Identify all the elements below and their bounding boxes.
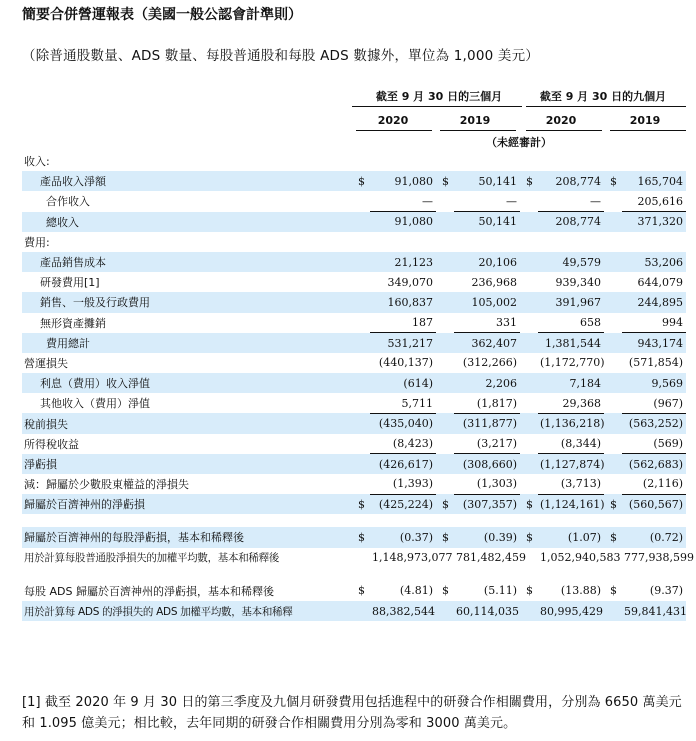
currency-symbol: $	[610, 584, 617, 598]
currency-symbol: $	[520, 171, 538, 191]
cell-value	[454, 151, 520, 171]
currency-symbol	[352, 601, 370, 621]
row-label: 營運損失	[24, 356, 68, 370]
table-row	[22, 252, 686, 272]
currency-symbol	[604, 514, 622, 527]
currency-symbol	[352, 474, 370, 494]
cell-value	[454, 232, 520, 252]
header-rule-three-months	[352, 106, 522, 107]
cell-value	[370, 514, 436, 527]
currency-symbol	[604, 272, 622, 292]
cell-value: 21,123	[370, 252, 436, 272]
table-row	[22, 548, 686, 568]
header-unaudited: （未經審計）	[486, 136, 552, 149]
currency-symbol: $	[352, 494, 370, 514]
currency-symbol	[436, 333, 454, 353]
cell-value	[370, 151, 436, 171]
row-label: 合作收入	[46, 195, 90, 209]
cell-value: 1,148,973,077	[372, 551, 453, 565]
cell-value: 391,967	[538, 292, 604, 312]
table-row	[22, 434, 686, 454]
currency-symbol: $	[436, 527, 454, 547]
currency-symbol	[436, 191, 454, 211]
statement-subtitle: （除普通股數量、ADS 數量、每股普通股和每股 ADS 數據外，單位為 1,000 美元）	[22, 48, 540, 64]
cell-value: 208,774	[538, 212, 604, 232]
header-year-1: 2020	[377, 114, 409, 127]
currency-symbol	[436, 413, 454, 433]
table-row	[22, 568, 686, 581]
cell-value: (5.11)	[483, 584, 517, 598]
cell-value: (13.88)	[560, 584, 601, 598]
cell-value: 60,114,035	[454, 601, 520, 621]
cell-value: 50,141	[454, 212, 520, 232]
cell-value	[622, 568, 686, 581]
currency-symbol	[352, 252, 370, 272]
currency-symbol	[436, 514, 454, 527]
cell-value: (571,854)	[628, 356, 683, 370]
year-rule-1	[356, 130, 432, 131]
currency-symbol	[520, 601, 538, 621]
currency-symbol	[352, 191, 370, 211]
currency-symbol	[436, 272, 454, 292]
row-label: 歸屬於百濟神州的每股淨虧損，基本和稀釋後	[22, 527, 352, 547]
currency-symbol	[604, 313, 622, 333]
currency-symbol	[520, 413, 538, 433]
table-row	[22, 272, 686, 292]
cell-value: 371,320	[622, 212, 686, 232]
row-label: 減：歸屬於少數股東權益的淨損失	[24, 478, 189, 492]
table-row	[22, 151, 686, 171]
currency-symbol	[604, 454, 622, 474]
cell-value: 7,184	[538, 373, 604, 393]
currency-symbol	[352, 232, 370, 252]
currency-symbol: $	[604, 494, 622, 514]
currency-symbol	[436, 252, 454, 272]
table-row	[22, 191, 686, 211]
cell-value: (3,713)	[538, 474, 604, 494]
cell-value: (4.81)	[399, 584, 433, 598]
year-rule-4	[610, 130, 686, 131]
row-label: 所得稅收益	[24, 437, 79, 451]
currency-symbol: $	[604, 171, 622, 191]
cell-value: 208,774	[538, 171, 604, 191]
currency-symbol	[436, 212, 454, 232]
cell-value: 88,382,544	[370, 601, 436, 621]
currency-symbol	[604, 353, 622, 373]
currency-symbol	[352, 292, 370, 312]
cell-value: (1.07)	[538, 527, 604, 547]
cell-value: 331	[454, 313, 520, 333]
currency-symbol	[604, 393, 622, 413]
cell-value: 105,002	[454, 292, 520, 312]
currency-symbol	[520, 151, 538, 171]
cell-value: (308,660)	[454, 454, 520, 474]
table-row	[22, 333, 686, 353]
currency-symbol: $	[352, 527, 370, 547]
year-rule-2	[440, 130, 516, 131]
cell-value: (435,040)	[370, 413, 436, 433]
cell-value: 781,482,459	[456, 551, 526, 565]
cell-value: 362,407	[454, 333, 520, 353]
row-label: 收入:	[24, 155, 50, 169]
cell-value	[370, 232, 436, 252]
row-label: 無形資產攤銷	[40, 316, 106, 330]
cell-value: (614)	[370, 373, 436, 393]
currency-symbol	[352, 514, 370, 527]
currency-symbol	[352, 434, 370, 454]
row-label: 每股 ADS 歸屬於百濟神州的淨虧損，基本和稀釋後	[24, 584, 274, 598]
cell-value: —	[370, 191, 436, 211]
row-label: 銷售、一般及行政費用	[22, 292, 352, 312]
header-nine-months: 截至 9 月 30 日的九個月	[539, 90, 667, 103]
cell-value	[538, 232, 604, 252]
table-row	[22, 292, 686, 312]
currency-symbol	[436, 474, 454, 494]
currency-symbol	[604, 232, 622, 252]
table-row	[22, 212, 686, 232]
currency-symbol: $	[436, 171, 454, 191]
currency-symbol	[436, 434, 454, 454]
table-row	[22, 494, 686, 514]
currency-symbol	[352, 353, 370, 373]
cell-value: (9.37)	[649, 584, 683, 598]
cell-value: (2,116)	[622, 474, 686, 494]
cell-value	[370, 568, 436, 581]
cell-value: 5,711	[370, 393, 436, 413]
currency-symbol	[520, 474, 538, 494]
cell-value: (8,423)	[370, 434, 436, 454]
table-row	[22, 393, 686, 413]
table-row	[22, 413, 686, 433]
cell-value	[454, 568, 520, 581]
cell-value: (426,617)	[370, 454, 436, 474]
cell-value: (311,877)	[454, 413, 520, 433]
cell-value: (1,124,161)	[538, 494, 604, 514]
currency-symbol	[352, 454, 370, 474]
table-row	[22, 232, 686, 252]
currency-symbol	[520, 434, 538, 454]
currency-symbol	[436, 313, 454, 333]
operations-table	[22, 151, 694, 621]
row-label	[22, 568, 352, 581]
currency-symbol	[604, 373, 622, 393]
currency-symbol	[604, 151, 622, 171]
row-label: 稅前損失	[22, 413, 352, 433]
row-label: 歸屬於百濟神州的淨虧損	[22, 494, 352, 514]
currency-symbol: $	[604, 527, 622, 547]
footnote: [1] 截至 2020 年 9 月 30 日的第三季度及九個月研發費用包括進程中的研發合作相關費用，分別為 6650 萬美元和 1.095 億美元；相比較，去年同期的研發合作相關費用分別為零和 3000 萬美元。	[22, 695, 682, 731]
cell-value: 91,080	[370, 171, 436, 191]
cell-value: 644,079	[637, 275, 683, 289]
currency-symbol	[352, 548, 370, 568]
currency-symbol	[352, 373, 370, 393]
currency-symbol	[520, 212, 538, 232]
cell-value: 29,368	[538, 393, 604, 413]
cell-value	[622, 151, 686, 171]
table-row	[22, 353, 686, 373]
cell-value: (312,266)	[462, 356, 517, 370]
header-rule-nine-months	[526, 106, 686, 107]
cell-value: 939,340	[555, 275, 601, 289]
table-row	[22, 373, 686, 393]
statement-title: 簡要合併營運報表（美國一般公認會計準則）	[22, 7, 302, 23]
cell-value: (569)	[622, 434, 686, 454]
cell-value: 777,938,599	[624, 551, 694, 565]
cell-value: 187	[370, 313, 436, 333]
table-row	[22, 601, 686, 621]
table-row	[22, 581, 686, 601]
cell-value: (560,567)	[622, 494, 686, 514]
cell-value: (562,683)	[622, 454, 686, 474]
cell-value	[622, 232, 686, 252]
cell-value: (1,817)	[454, 393, 520, 413]
row-label	[22, 514, 352, 527]
header-year-4: 2019	[629, 114, 661, 127]
currency-symbol	[436, 601, 454, 621]
cell-value: 59,841,431	[622, 601, 686, 621]
cell-value: —	[538, 191, 604, 211]
currency-symbol	[520, 454, 538, 474]
cell-value: 50,141	[454, 171, 520, 191]
currency-symbol	[520, 568, 538, 581]
currency-symbol	[520, 393, 538, 413]
currency-symbol	[436, 373, 454, 393]
currency-symbol	[520, 514, 538, 527]
currency-symbol	[604, 601, 622, 621]
cell-value: (307,357)	[454, 494, 520, 514]
year-rule-3	[526, 130, 602, 131]
row-label: 其他收入（費用）淨值	[40, 397, 150, 411]
cell-value: (563,252)	[622, 413, 686, 433]
table-row	[22, 527, 686, 547]
currency-symbol: $	[442, 584, 449, 598]
cell-value: 994	[622, 313, 686, 333]
cell-value: 53,206	[622, 252, 686, 272]
cell-value: (425,224)	[370, 494, 436, 514]
cell-value: (3,217)	[454, 434, 520, 454]
cell-value: 20,106	[454, 252, 520, 272]
row-label: 總收入	[22, 212, 352, 232]
cell-value: 2,206	[454, 373, 520, 393]
cell-value	[622, 514, 686, 527]
currency-symbol	[604, 212, 622, 232]
currency-symbol	[436, 292, 454, 312]
currency-symbol: $	[436, 494, 454, 514]
currency-symbol	[352, 568, 370, 581]
currency-symbol	[604, 333, 622, 353]
cell-value: 943,174	[622, 333, 686, 353]
currency-symbol	[352, 393, 370, 413]
cell-value	[454, 514, 520, 527]
cell-value: 49,579	[538, 252, 604, 272]
currency-symbol	[520, 252, 538, 272]
row-label: 產品收入淨額	[22, 171, 352, 191]
cell-value: 165,704	[622, 171, 686, 191]
cell-value: 1,052,940,583	[540, 551, 621, 565]
currency-symbol	[436, 151, 454, 171]
currency-symbol	[352, 413, 370, 433]
header-year-2: 2019	[459, 114, 491, 127]
row-label: 用於計算每股普通股淨損失的加權平均數，基本和稀釋後	[24, 552, 279, 565]
currency-symbol	[352, 313, 370, 333]
cell-value	[538, 151, 604, 171]
currency-symbol	[520, 333, 538, 353]
currency-symbol	[436, 454, 454, 474]
cell-value: (0.37)	[370, 527, 436, 547]
cell-value: 1,381,544	[538, 333, 604, 353]
header-three-months: 截至 9 月 30 日的三個月	[375, 90, 503, 103]
currency-symbol	[604, 568, 622, 581]
cell-value: 160,837	[370, 292, 436, 312]
currency-symbol: $	[358, 584, 365, 598]
row-label: 產品銷售成本	[22, 252, 352, 272]
currency-symbol	[520, 232, 538, 252]
currency-symbol	[604, 434, 622, 454]
cell-value: (1,172,770)	[540, 356, 605, 370]
row-label: 費用:	[24, 235, 50, 249]
header-year-3: 2020	[545, 114, 577, 127]
currency-symbol	[352, 272, 370, 292]
table-row	[22, 313, 686, 333]
cell-value: 658	[538, 313, 604, 333]
cell-value: 91,080	[370, 212, 436, 232]
currency-symbol	[604, 252, 622, 272]
cell-value: (967)	[622, 393, 686, 413]
cell-value: 80,995,429	[538, 601, 604, 621]
cell-value: —	[454, 191, 520, 211]
currency-symbol	[604, 413, 622, 433]
cell-value: 205,616	[622, 191, 686, 211]
currency-symbol: $	[520, 494, 538, 514]
currency-symbol	[604, 474, 622, 494]
table-row	[22, 171, 686, 191]
row-label: 用於計算每 ADS 的淨損失的 ADS 加權平均數，基本和稀釋	[22, 601, 352, 621]
cell-value: (1,127,874)	[538, 454, 604, 474]
currency-symbol	[520, 292, 538, 312]
cell-value	[538, 514, 604, 527]
currency-symbol	[352, 333, 370, 353]
row-label: 淨虧損	[22, 454, 352, 474]
cell-value: 244,895	[622, 292, 686, 312]
row-label: 費用總計	[22, 333, 352, 353]
cell-value: (1,303)	[454, 474, 520, 494]
table-row	[22, 454, 686, 474]
cell-value: 531,217	[370, 333, 436, 353]
cell-value: (0.72)	[622, 527, 686, 547]
cell-value: (440,137)	[378, 356, 433, 370]
currency-symbol	[604, 292, 622, 312]
currency-symbol	[520, 353, 538, 373]
currency-symbol: $	[520, 527, 538, 547]
currency-symbol	[436, 393, 454, 413]
currency-symbol: $	[526, 584, 533, 598]
currency-symbol	[604, 191, 622, 211]
currency-symbol	[520, 191, 538, 211]
cell-value	[538, 568, 604, 581]
currency-symbol	[436, 353, 454, 373]
cell-value: 236,968	[471, 275, 517, 289]
currency-symbol	[520, 272, 538, 292]
table-row	[22, 474, 686, 494]
currency-symbol	[352, 212, 370, 232]
row-label: 利息（費用）收入淨值	[22, 373, 352, 393]
cell-value: (0.39)	[454, 527, 520, 547]
table-row	[22, 514, 686, 527]
currency-symbol: $	[352, 171, 370, 191]
cell-value: (1,136,218)	[538, 413, 604, 433]
cell-value: (8,344)	[538, 434, 604, 454]
currency-symbol	[436, 568, 454, 581]
cell-value: 349,070	[387, 275, 433, 289]
cell-value: 9,569	[622, 373, 686, 393]
cell-value: (1,393)	[370, 474, 436, 494]
currency-symbol	[520, 313, 538, 333]
currency-symbol	[520, 373, 538, 393]
currency-symbol	[352, 151, 370, 171]
currency-symbol	[436, 232, 454, 252]
row-label: 研發費用[1]	[40, 276, 100, 290]
